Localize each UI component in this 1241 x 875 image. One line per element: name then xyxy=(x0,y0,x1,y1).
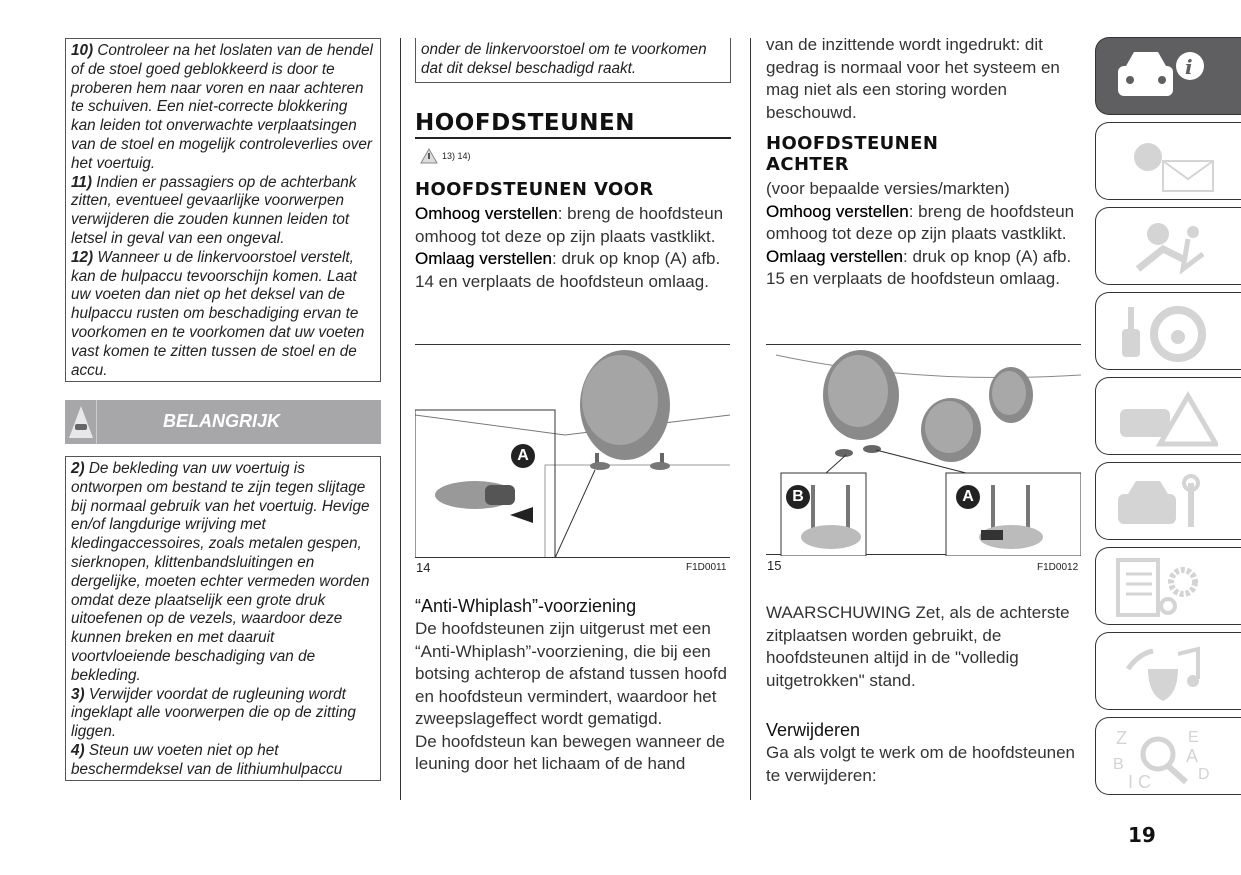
tab-technical-data[interactable] xyxy=(1095,547,1241,625)
warning-triangle-icon xyxy=(420,148,438,164)
maintenance-icon xyxy=(1108,469,1218,535)
figure-15 xyxy=(766,344,1081,555)
continued-text: van de inzittende wordt ingedrukt: dit gedrag is normaal voor het systeem en mag niet als een storing worden beschouwd. xyxy=(766,35,1060,122)
index-icon xyxy=(1108,724,1218,790)
svg-text:E: E xyxy=(1188,729,1199,746)
remove-text: Ga als volgt te werk om de hoofdsteunen te verwijderen: xyxy=(766,743,1076,785)
tab-index[interactable] xyxy=(1095,717,1241,795)
figure-14 xyxy=(415,344,730,557)
tab-emergency[interactable] xyxy=(1095,377,1241,455)
callout-b: B xyxy=(786,485,810,509)
figure-number: 14 xyxy=(416,560,431,575)
warning-car-icon xyxy=(65,400,97,444)
multimedia-icon xyxy=(1108,639,1218,705)
car-info-icon xyxy=(1108,44,1218,110)
rear-headrest-illustration xyxy=(766,345,1081,556)
subheading-rear: HOOFDSTEUNEN ACHTER xyxy=(766,133,939,175)
safety-icon xyxy=(1108,214,1218,280)
subheading-front: HOOFDSTEUNEN VOOR xyxy=(415,179,654,200)
section-heading: HOOFDSTEUNEN xyxy=(415,110,636,136)
warning-refs: 13) 14) xyxy=(420,148,471,164)
column-divider xyxy=(750,38,751,800)
tab-key-steering[interactable] xyxy=(1095,292,1241,370)
notes-box-bottom xyxy=(65,456,381,781)
note-2: 2) De bekleding van uw voertuig is ontworpen om bestand te zijn tegen slijtage bij normaal gebruik van het voertuig. Hevige en/of langdurige wrijving met kledingaccessoires, zoals metalen gespen, sierknopen, klittenbandsluitingen en dergelijke, moeten echter vermeden worden omdat deze plaatselijk een grote druk uitoefenen op de vezels, waardoor deze kunnen breken en met daaruit voortvloeiende beschadiging van de bekleding. xyxy=(71,460,370,684)
rear-instructions: (voor bepaalde versies/markten) Omhoog verstellen: breng de hoofdsteun omhoog tot deze op zijn plaats vastklikt. Omlaag verstellen: druk op knop (A) afb. 15 en verplaats de hoofdsteun omlaag. xyxy=(766,179,1075,288)
tab-safety[interactable] xyxy=(1095,207,1241,285)
svg-text:Z: Z xyxy=(1116,728,1127,748)
column-divider xyxy=(400,38,401,800)
note-11: 11) Indien er passagiers op de achterbank zitten, eventueel gevaarlijke voorwerpen verwijderen die zouden kunnen leiden tot letsel in geval van een ongeval. xyxy=(71,173,357,247)
note-10: 10) Controleer na het loslaten van de hendel of de stoel goed geblokkeerd is door te proberen hem naar voren en naar achteren te schuiven. Een niet-correcte blokkering kan leiden tot onverwachte verplaatsingen van de stoel en mogelijk controleverlies over het voertuig. xyxy=(71,42,373,172)
callout-a: A xyxy=(956,485,980,509)
svg-text:A: A xyxy=(1186,746,1199,766)
notes-box-top xyxy=(65,38,381,382)
warning-lights-icon xyxy=(1108,129,1218,195)
figure-rule xyxy=(415,557,730,558)
heading-rule xyxy=(415,137,731,139)
remove-heading: Verwijderen xyxy=(766,720,861,740)
tab-maintenance[interactable] xyxy=(1095,462,1241,540)
note-4: 4) Steun uw voeten niet op het beschermdeksel van de lithiumhulpaccu xyxy=(71,741,343,778)
figure-number: 15 xyxy=(767,558,782,573)
svg-text:I C: I C xyxy=(1128,772,1152,790)
tab-car-info[interactable] xyxy=(1095,37,1241,115)
tab-multimedia[interactable] xyxy=(1095,632,1241,710)
key-steering-icon xyxy=(1108,299,1218,365)
page-number: 19 xyxy=(1128,823,1156,847)
figure-code: F1D0012 xyxy=(1037,562,1079,573)
technical-data-icon xyxy=(1108,554,1218,620)
front-headrest-illustration xyxy=(415,345,730,558)
svg-text:i: i xyxy=(1185,55,1193,79)
svg-text:D: D xyxy=(1198,766,1210,783)
front-instructions: Omhoog verstellen: breng de hoofdsteun omhoog tot deze op zijn plaats vastklikt. Omlaag verstellen: druk op knop (A) afb. 14 en verplaats de hoofdsteun omlaag. xyxy=(415,204,724,291)
callout-a: A xyxy=(511,444,535,468)
tab-warning-lights[interactable] xyxy=(1095,122,1241,200)
figure-code: F1D0011 xyxy=(686,562,727,573)
note-3: 3) Verwijder voordat de rugleuning wordt ingeklapt alle voorwerpen die op de zitting liggen. xyxy=(71,685,356,741)
svg-text:B: B xyxy=(1113,756,1124,773)
emergency-icon xyxy=(1108,384,1218,450)
note-12: 12) Wanneer u de linkervoorstoel verstelt, kan de hulpaccu tevoorschijn komen. Laat uw voeten dan niet op het deksel van de hulpaccu rusten om beschadiging ervan te voorkomen en te voorkomen dat uw voeten vast komen te zitten tussen de stoel en de accu. xyxy=(71,248,365,379)
important-label: BELANGRIJK xyxy=(163,411,281,431)
note-continuation: onder de linkervoorstoel om te voorkomen dat dit deksel beschadigd raakt. xyxy=(415,38,731,83)
warning-text: WAARSCHUWING Zet, als de achterste zitplaatsen worden gebruikt, de hoofdsteunen altijd in de "volledig uitgetrokken" stand. xyxy=(766,603,1070,690)
whiplash-text: De hoofdsteunen zijn uitgerust met een “Anti-Whiplash”-voorziening, die bij een botsing achterop de afstand tussen hoofd en hoofdsteun vermindert, waardoor het zweepslageffect wordt gematigd. De hoofdsteun kan bewegen wanneer de leuning door het lichaam of de hand xyxy=(415,619,727,773)
whiplash-heading: “Anti-Whiplash”-voorziening xyxy=(415,596,637,616)
important-banner xyxy=(65,400,381,444)
